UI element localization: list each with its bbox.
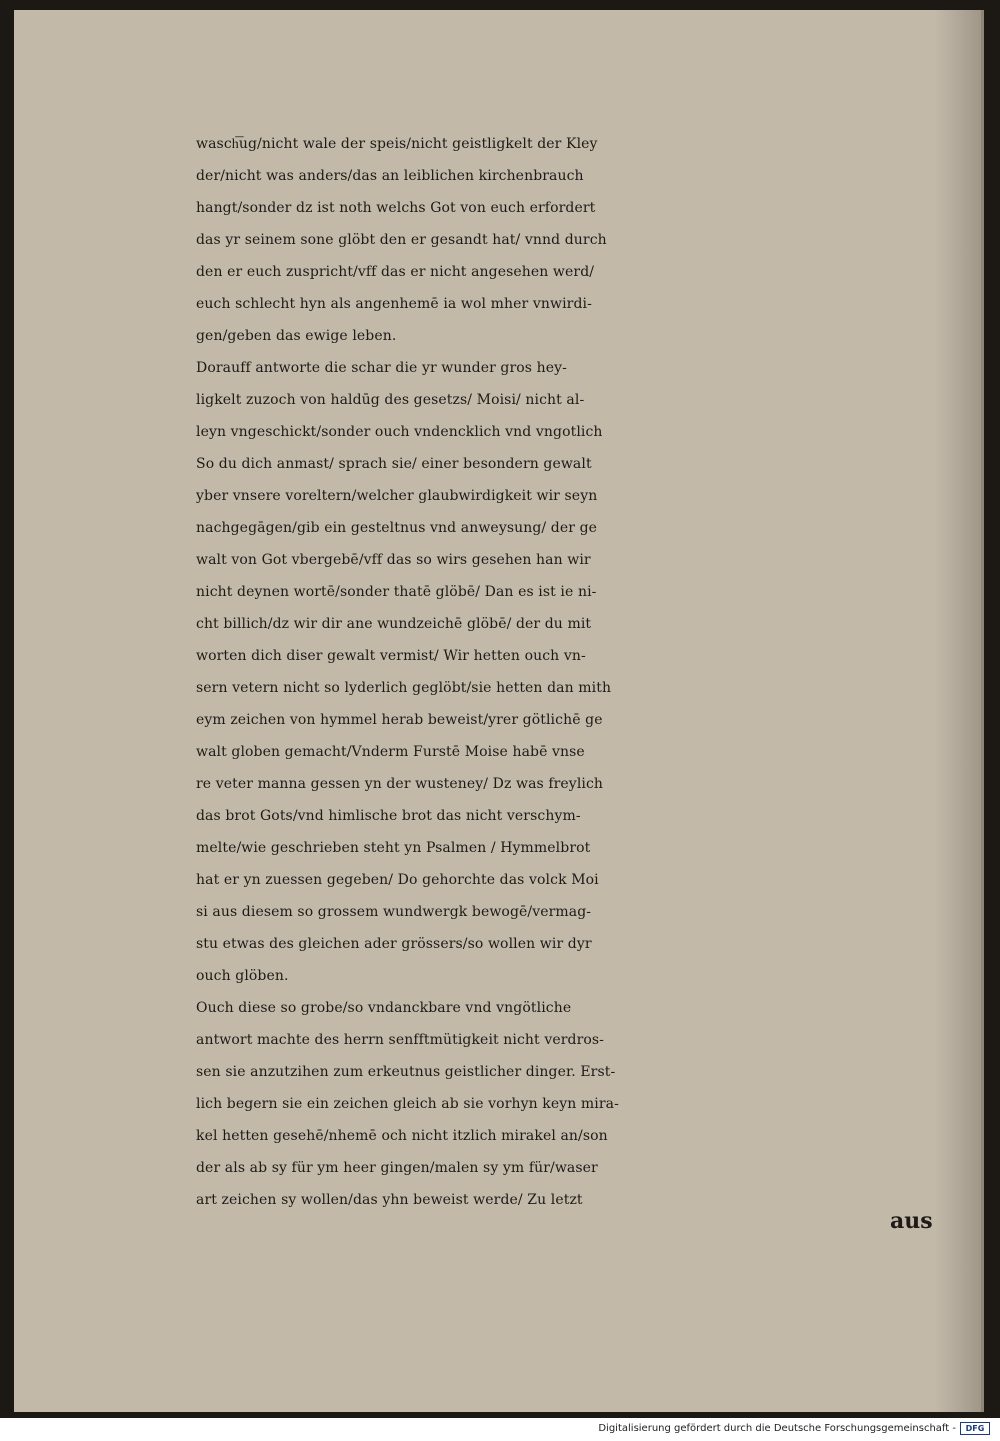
catchword: aus (890, 1208, 933, 1234)
text-line: sen sie anzutzihen zum erkeutnus geistlicher dinger. Erst- (196, 1064, 616, 1080)
text-line: melte/wie geschrieben steht yn Psalmen / Hymmelbrot (196, 840, 591, 856)
text-line: leyn vngeschickt/sonder ouch vndencklich vnd vngotlich (196, 424, 603, 440)
text-line: hangt/sonder dz ist noth welchs Got von euch erfordert (196, 200, 596, 216)
text-line: walt globen gemacht/Vnderm Furstē Moise habē vnse (196, 744, 585, 760)
text-line: cht billich/dz wir dir ane wundzeichē glöbē/ der du mit (196, 616, 592, 632)
text-line: worten dich diser gewalt vermist/ Wir hetten ouch vn- (196, 648, 586, 664)
text-line: So du dich anmast/ sprach sie/ einer besondern gewalt (196, 456, 592, 472)
text-line: si aus diesem so grossem wundwergk bewogē/vermag- (196, 904, 592, 920)
text-line: Ouch diese so grobe/so vndanckbare vnd vngötliche (196, 1000, 572, 1016)
text-line: stu etwas des gleichen ader grössers/so wollen wir dyr (196, 936, 592, 952)
text-line: Dorauff antworte die schar die yr wunder gros hey- (196, 360, 567, 376)
text-line: den er euch zuspricht/vff das er nicht angesehen werd/ (196, 264, 595, 280)
text-line: der als ab sy für ym heer gingen/malen sy ym für/waser (196, 1160, 598, 1176)
text-line: re veter manna gessen yn der wusteney/ Dz was freylich (196, 776, 604, 792)
text-line: gen/geben das ewige leben. (196, 328, 397, 344)
text-line: hat er yn zuessen gegeben/ Do gehorchte das volck Moi (196, 872, 599, 888)
dfg-logo-icon: DFG (960, 1422, 990, 1435)
footer-bar (0, 1418, 1000, 1441)
text-line: ligkelt zuzoch von haldūg des gesetzs/ Moisi/ nicht al- (196, 392, 585, 408)
footer-credit: Digitalisierung gefördert durch die Deutsche Forschungsgemeinschaft - (598, 1423, 956, 1434)
text-line: euch schlecht hyn als angenhemē ia wol mher vnwirdi- (196, 296, 592, 312)
text-line: das brot Gots/vnd himlische brot das nicht verschym- (196, 808, 581, 824)
text-line: art zeichen sy wollen/das yhn beweist werde/ Zu letzt (196, 1192, 583, 1208)
text-line: der/nicht was anders/das an leiblichen kirchenbrauch (196, 168, 584, 184)
text-line: walt von Got vbergebē/vff das so wirs gesehen han wir (196, 552, 591, 568)
text-line: nicht deynen wortē/sonder thatē glöbē/ Dan es ist ie ni- (196, 584, 597, 600)
text-line: wasch͞ug/nicht wale der speis/nicht geistligkelt der Kley (196, 136, 598, 152)
text-block (196, 128, 956, 1216)
text-line: sern vetern nicht so lyderlich geglöbt/sie hetten dan mith (196, 680, 612, 696)
text-line: lich begern sie ein zeichen gleich ab sie vorhyn keyn mira- (196, 1096, 619, 1112)
text-line: ouch glöben. (196, 968, 289, 984)
text-line: das yr seinem sone glöbt den er gesandt hat/ vnnd durch (196, 232, 607, 248)
text-line: nachgegāgen/gib ein gesteltnus vnd anweysung/ der ge (196, 520, 598, 536)
text-line: antwort machte des herrn senfftmütigkeit nicht verdros- (196, 1032, 605, 1048)
text-line: eym zeichen von hymmel herab beweist/yrer götlichē ge (196, 712, 603, 728)
text-line: kel hetten gesehē/nhemē och nicht itzlich mirakel an/son (196, 1128, 608, 1144)
text-line: yber vnsere voreltern/welcher glaubwirdigkeit wir seyn (196, 488, 598, 504)
